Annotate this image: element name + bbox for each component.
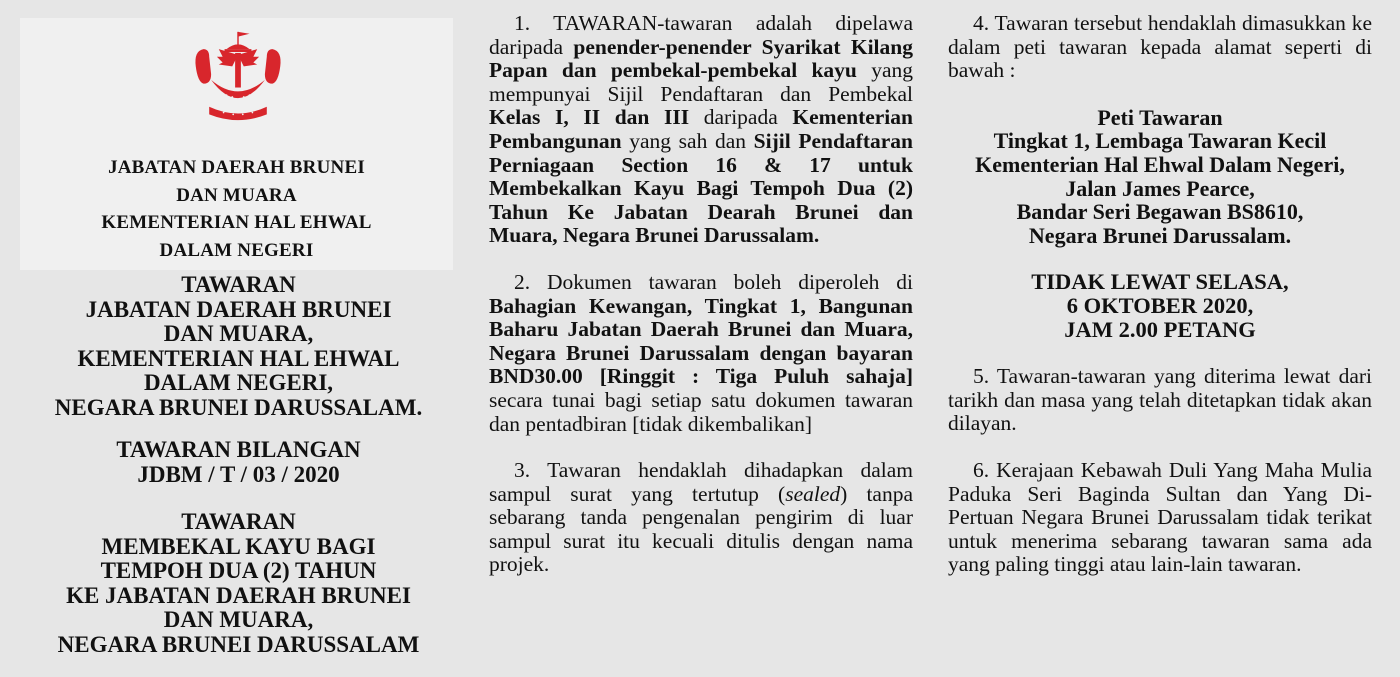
para2-text: secara tunai bagi setiap satu dokumen tawaran dan pentadbiran [tidak dikembalikan] <box>489 387 913 436</box>
header-box <box>20 18 453 270</box>
deadline-line: TIDAK LEWAT SELASA, <box>1031 269 1289 295</box>
para1-text: daripada <box>689 105 793 130</box>
address-line: Peti Tawaran <box>1097 104 1223 130</box>
paragraph-5 <box>948 365 1372 436</box>
tender-title-line: DAN MUARA, <box>163 321 314 346</box>
deadline-line: JAM 2.00 PETANG <box>1064 316 1256 342</box>
tender-number-line: JDBM / T / 03 / 2020 <box>137 461 340 487</box>
address-line: Tingkat 1, Lembaga Tawaran Kecil <box>993 128 1327 154</box>
department-name <box>20 154 453 264</box>
tender-number <box>20 438 457 487</box>
tender-title-line: KEMENTERIAN HAL EHWAL <box>77 345 400 371</box>
address-line: Kementerian Hal Ehwal Dalam Negeri, <box>975 151 1345 177</box>
paragraph-1 <box>489 12 913 248</box>
para6-text: 6. Kerajaan Kebawah Duli Yang Maha Mulia Paduka Seri Baginda Sultan dan Yang Di-Pertuan Negara Brunei Darussalam tidak terikat untuk menerima sebarang tawaran sama ada yang paling tinggi atau lain-lain tawaran. <box>948 457 1372 577</box>
address-line: Negara Brunei Darussalam. <box>1028 222 1292 248</box>
tender-subject-line: KE JABATAN DAERAH BRUNEI <box>66 582 411 608</box>
para3-text: ) tanpa sebarang tanda pengenalan pengirim di luar sampul surat itu kecuali ditulis dengan nama projek. <box>489 481 913 577</box>
paragraph-3 <box>489 459 913 577</box>
para1-bold: Sijil Pendaftaran Perniagaan Section 16 & 17 untuk Membekalkan Kayu Bagi Tempoh Dua (2) Tahun Ke Jabatan Dearah Brunei dan Muara, Negara Brunei Darussalam. <box>489 128 914 248</box>
department-line: DALAM NEGERI <box>159 239 314 261</box>
closing-deadline <box>948 270 1372 341</box>
department-line: JABATAN DAERAH BRUNEI <box>108 157 365 178</box>
para1-bold: penender-penender Syarikat Kilang Papan dan pembekal-pembekal kayu <box>489 34 913 83</box>
para1-text: yang mempunyai Sijil Pendaftaran dan Pembekal <box>489 58 914 106</box>
para1-bold: Kementerian Pembangunan <box>489 105 913 153</box>
paragraph-2 <box>489 271 913 436</box>
paragraph-6 <box>948 459 1372 577</box>
para1-bold: Kelas I, II dan III <box>489 105 690 130</box>
right-column <box>948 12 1372 577</box>
address-line: Bandar Seri Begawan BS8610, <box>1016 199 1304 225</box>
para3-italic: sealed <box>785 481 841 506</box>
tender-subject-line: TEMPOH DUA (2) TAHUN <box>100 558 377 583</box>
tender-subject <box>20 510 457 657</box>
para1-text: 1. TAWARAN-tawaran adalah dipelawa daripada <box>489 11 913 59</box>
para3-text: 3. Tawaran hendaklah dihadapkan dalam sampul surat yang tertutup ( <box>489 458 913 506</box>
tender-subject-line: TAWARAN <box>181 509 296 534</box>
para2-text: 2. Dokumen tawaran boleh diperoleh di <box>514 269 913 294</box>
brunei-coat-of-arms-icon <box>190 28 286 124</box>
tender-title-line: JABATAN DAERAH BRUNEI <box>85 296 392 322</box>
tender-title-line: DALAM NEGERI, <box>143 370 334 395</box>
para5-text: 5. Tawaran-tawaran yang diterima lewat dari tarikh dan masa yang telah ditetapkan tidak akan dilayan. <box>948 364 1372 436</box>
para2-bold: Bahagian Kewangan, Tingkat 1, Bangunan Baharu Jabatan Daerah Brunei dan Muara, Negara Brunei Darussalam dengan bayaran BND30.00 [Ringgit : Tiga Puluh sahaja] <box>489 293 913 389</box>
middle-column <box>489 12 913 577</box>
paragraph-4 <box>948 12 1372 83</box>
tender-title <box>20 273 457 420</box>
department-line: KEMENTERIAN HAL EHWAL <box>101 212 372 233</box>
submission-address <box>948 106 1372 248</box>
tender-subject-line: NEGARA BRUNEI DARUSSALAM <box>57 631 420 657</box>
para1-text: yang sah dan <box>621 128 754 153</box>
deadline-line: 6 OKTOBER 2020, <box>1066 292 1254 318</box>
tender-title-line: NEGARA BRUNEI DARUSSALAM. <box>54 394 423 420</box>
tender-subject-line: MEMBEKAL KAYU BAGI <box>101 533 376 559</box>
department-line: DAN MUARA <box>176 184 297 206</box>
tender-number-line: TAWARAN BILANGAN <box>116 437 361 462</box>
para4-text: 4. Tawaran tersebut hendaklah dimasukkan ke dalam peti tawaran kepada alamat seperti di bawah : <box>948 11 1372 83</box>
address-line: Jalan James Pearce, <box>1065 175 1255 201</box>
tender-title-line: TAWARAN <box>181 272 296 297</box>
tender-subject-line: DAN MUARA, <box>163 607 314 632</box>
